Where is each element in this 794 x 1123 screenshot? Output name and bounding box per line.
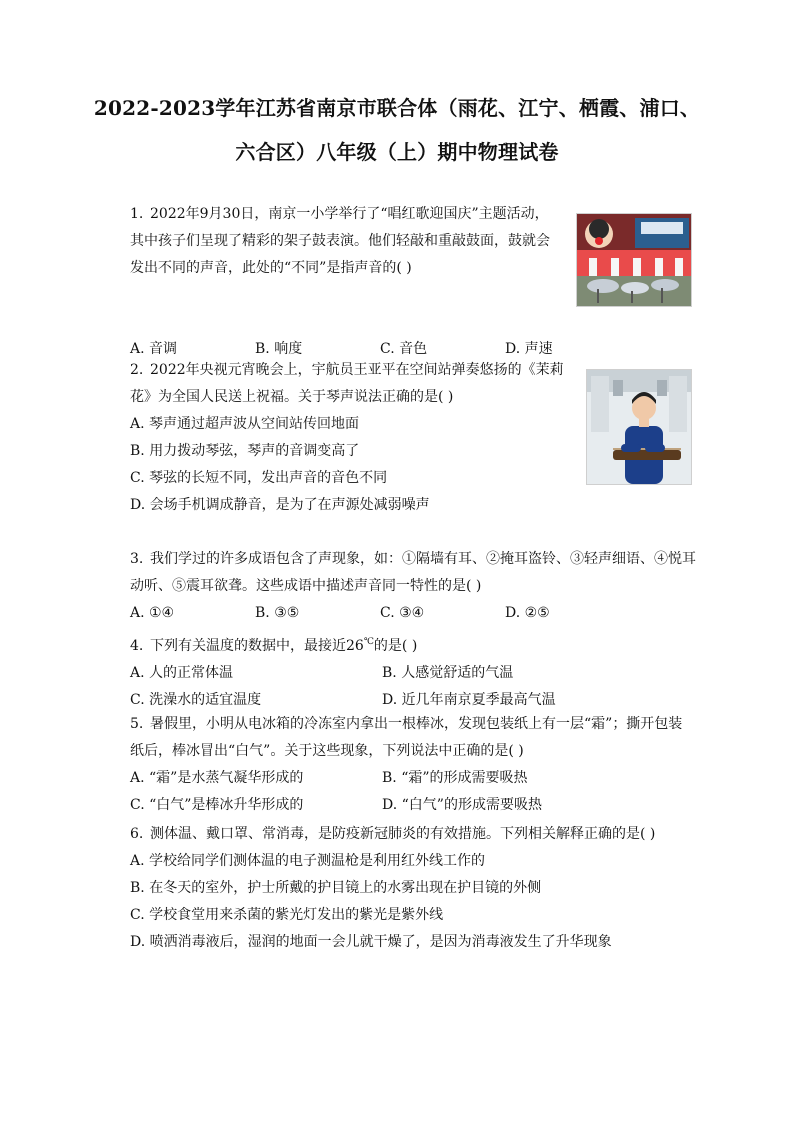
- option-b[interactable]: B. 在冬天的室外，护士所戴的护目镜上的水雾出现在护目镜的外侧: [130, 880, 542, 896]
- option-b[interactable]: B. “霜”的形成需要吸热: [382, 770, 528, 786]
- question-number: 1.: [130, 206, 144, 222]
- question-text: 下列有关温度的数据中，最接近26: [150, 638, 364, 654]
- question-6: [130, 821, 695, 956]
- option-c[interactable]: C. ③④: [380, 605, 425, 621]
- option-d[interactable]: D. ②⑤: [505, 605, 550, 621]
- option-c[interactable]: C. 学校食堂用来杀菌的紫光灯发出的紫光是紫外线: [130, 907, 444, 923]
- question-1-line-3: 发出不同的声音，此处的“不同”是指声音的( ): [130, 260, 412, 276]
- question-3-line-2: 动听、⑤震耳欲聋。这些成语中描述声音同一特性的是( ): [130, 578, 482, 594]
- question-number: 2.: [130, 362, 144, 378]
- astronaut-guzheng-photo: [586, 369, 692, 485]
- question-3-options: [130, 600, 695, 627]
- question-text: 暑假里，小明从电冰箱的冷冻室内拿出一根棒冰，发现包装纸上有一层“霜”；撕开包装: [150, 716, 683, 732]
- question-3: [130, 546, 695, 627]
- question-1-line-1: [130, 201, 570, 228]
- question-text-end: 的是( ): [373, 638, 418, 654]
- question-4-line-1: [130, 629, 695, 660]
- question-4: [130, 629, 695, 714]
- question-number: 6.: [130, 826, 144, 842]
- question-text: 我们学过的许多成语包含了声现象，如：①隔墙有耳、②掩耳盗铃、③轻声细语、④悦耳: [150, 551, 696, 567]
- question-1-line-2: 其中孩子们呈现了精彩的架子鼓表演。他们轻敲和重敲鼓面，鼓就会: [130, 233, 550, 249]
- question-4-options-row-1: [130, 660, 695, 687]
- question-2-line-2: 花》为全国人民送上祝福。关于琴声说法正确的是( ): [130, 389, 454, 405]
- option-b[interactable]: B. 用力拨动琴弦，琴声的音调变高了: [130, 443, 360, 459]
- question-3-line-1: [130, 546, 695, 573]
- drum-performance-photo: [576, 213, 692, 307]
- option-c[interactable]: C. 音色: [380, 341, 428, 357]
- option-a[interactable]: A. 音调: [130, 341, 178, 357]
- question-5: [130, 711, 695, 819]
- option-a[interactable]: A. ①④: [130, 605, 175, 621]
- question-text: 2022年9月30日，南京一小学举行了“唱红歌迎国庆”主题活动，: [150, 206, 549, 222]
- question-5-options-row-1: [130, 765, 695, 792]
- option-d[interactable]: D. 喷洒消毒液后，湿润的地面一会儿就干燥了，是因为消毒液发生了升华现象: [130, 934, 612, 950]
- option-a[interactable]: A. 琴声通过超声波从空间站传回地面: [130, 416, 360, 432]
- option-c[interactable]: C. 琴弦的长短不同，发出声音的音色不同: [130, 470, 388, 486]
- question-number: 3.: [130, 551, 144, 567]
- option-d[interactable]: D. 近几年南京夏季最高气温: [382, 692, 556, 708]
- option-b[interactable]: B. 响度: [255, 341, 303, 357]
- option-d[interactable]: D. 声速: [505, 341, 553, 357]
- degree-sign: ℃: [363, 637, 374, 647]
- question-6-line-1: [130, 821, 695, 848]
- option-a[interactable]: A. 人的正常体温: [130, 665, 234, 681]
- option-a[interactable]: A. 学校给同学们测体温的电子测温枪是利用红外线工作的: [130, 853, 486, 869]
- question-number: 5.: [130, 716, 144, 732]
- question-5-line-2: 纸后，棒冰冒出“白气”。关于这些现象，下列说法中正确的是( ): [130, 743, 524, 759]
- option-b[interactable]: B. ③⑤: [255, 605, 300, 621]
- option-c[interactable]: C. 洗澡水的适宜温度: [130, 692, 262, 708]
- question-text: 2022年央视元宵晚会上，宇航员王亚平在空间站弹奏悠扬的《茉莉: [150, 362, 564, 378]
- option-a[interactable]: A. “霜”是水蒸气凝华形成的: [130, 770, 304, 786]
- question-5-options-row-2: [130, 792, 695, 819]
- exam-title-line-1: 2022-2023学年江苏省南京市联合体（雨花、江宁、栖霞、浦口、: [93, 96, 701, 120]
- option-d[interactable]: D. “白气”的形成需要吸热: [382, 797, 542, 813]
- option-c[interactable]: C. “白气”是棒冰升华形成的: [130, 797, 304, 813]
- question-number: 4.: [130, 638, 144, 654]
- option-d[interactable]: D. 会场手机调成静音，是为了在声源处减弱噪声: [130, 497, 430, 513]
- question-4-options-row-2: [130, 687, 695, 714]
- exam-title-line-2: 六合区）八年级（上）期中物理试卷: [235, 140, 559, 164]
- question-text: 测体温、戴口罩、常消毒，是防疫新冠肺炎的有效措施。下列相关解释正确的是( ): [150, 826, 656, 842]
- question-5-line-1: [130, 711, 695, 738]
- option-b[interactable]: B. 人感觉舒适的气温: [382, 665, 514, 681]
